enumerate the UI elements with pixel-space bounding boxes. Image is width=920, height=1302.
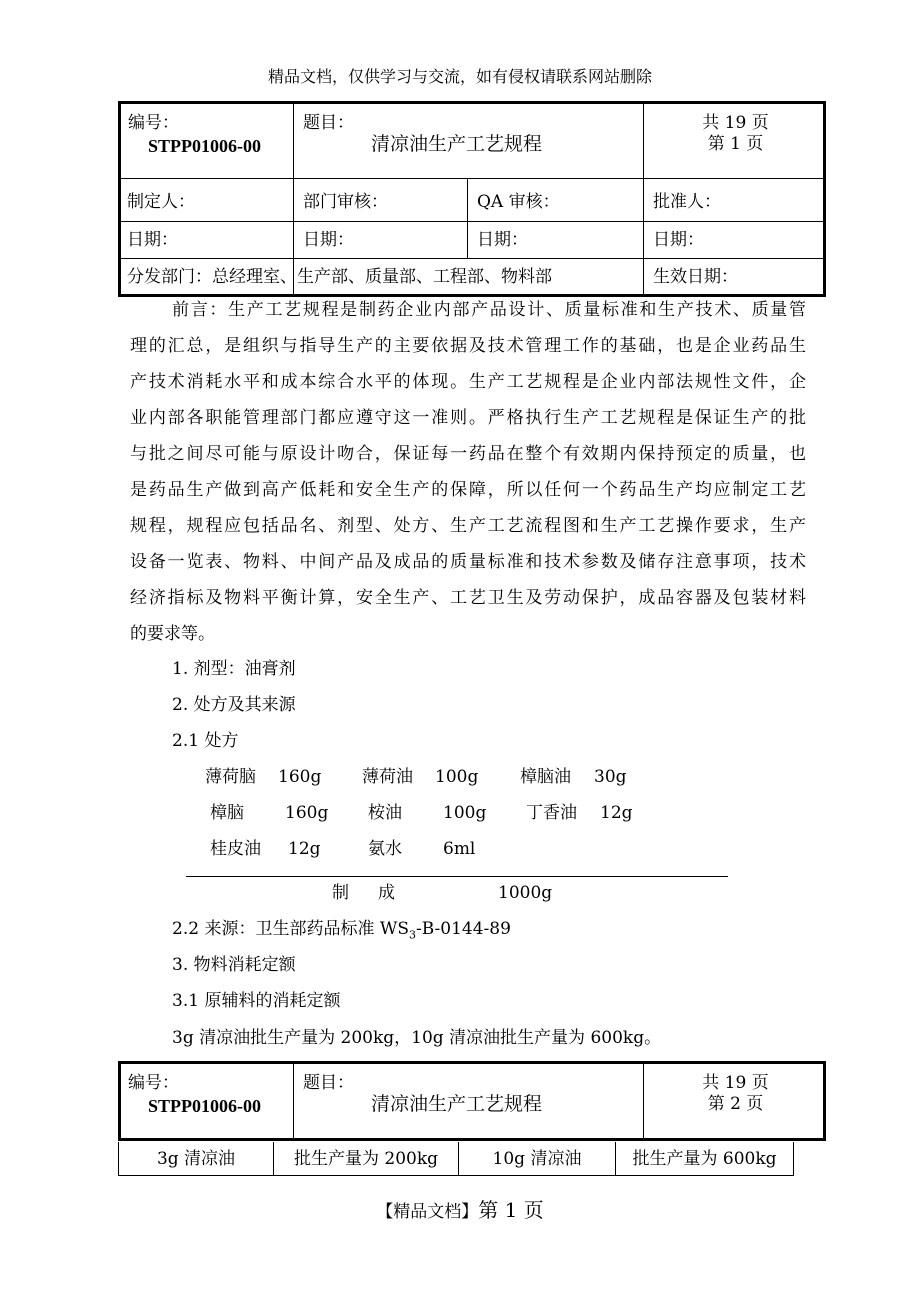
page-number: 第 1 页 bbox=[707, 134, 764, 154]
title-label: 题目： bbox=[303, 113, 354, 133]
date-label: 日期： bbox=[477, 230, 528, 250]
preface-line: 的要求等。 bbox=[130, 624, 215, 644]
formula-total-rule bbox=[186, 876, 728, 877]
ingredient-qty: 12g bbox=[600, 803, 633, 823]
source-suffix: -B-0144-89 bbox=[415, 919, 511, 939]
qa-review-label: QA 审核： bbox=[477, 192, 560, 212]
total-label-cheng: 成 bbox=[378, 883, 395, 903]
approver-label: 批准人： bbox=[653, 192, 721, 212]
batch-cell: 10g 清凉油 bbox=[459, 1142, 616, 1175]
ingredient-qty: 30g bbox=[594, 767, 627, 787]
page-footer bbox=[0, 1199, 920, 1223]
divider bbox=[643, 1061, 644, 1141]
preface-line: 是药品生产做到高产低耗和安全生产的保障，所以任何一个药品生产均应制定工艺 bbox=[130, 480, 806, 500]
ingredient-qty: 12g bbox=[288, 839, 321, 859]
ingredient-name: 桂皮油 bbox=[210, 839, 261, 859]
divider bbox=[293, 1061, 294, 1141]
section-3-1: 3.1 原辅料的消耗定额 bbox=[172, 991, 341, 1011]
code-label: 编号： bbox=[128, 1073, 179, 1093]
watermark-header: 精品文档，仅供学习与交流，如有侵权请联系网站删除 bbox=[267, 67, 652, 86]
source-subscript: 3 bbox=[408, 928, 416, 942]
date-label: 日期： bbox=[303, 230, 354, 250]
ingredient-name: 薄荷油 bbox=[362, 767, 413, 787]
ingredient-qty: 100g bbox=[435, 767, 479, 787]
total-qty: 1000g bbox=[498, 883, 553, 903]
ingredient-name: 丁香油 bbox=[526, 803, 577, 823]
date-label: 日期： bbox=[653, 230, 704, 250]
section-2-1: 2.1 处方 bbox=[172, 731, 239, 751]
preface-line: 业内部各职能管理部门都应遵守这一准则。严格执行生产工艺规程是保证生产的批 bbox=[130, 408, 806, 428]
section-2-2 bbox=[172, 918, 511, 946]
total-pages: 共 19 页 bbox=[702, 113, 769, 133]
divider bbox=[643, 101, 644, 297]
ingredient-name: 氨水 bbox=[368, 839, 402, 859]
section-1: 1. 剂型：油膏剂 bbox=[172, 659, 296, 679]
ingredient-name: 桉油 bbox=[368, 803, 402, 823]
preface-line: 规程，规程应包括品名、剂型、处方、生产工艺流程图和生产工艺操作要求，生产 bbox=[130, 516, 806, 536]
ingredient-qty: 6ml bbox=[443, 839, 476, 859]
document-title: 清凉油生产工艺规程 bbox=[371, 133, 543, 155]
divider bbox=[118, 221, 826, 222]
divider bbox=[467, 178, 468, 258]
effective-date-label: 生效日期： bbox=[653, 267, 738, 287]
page-number: 第 2 页 bbox=[707, 1094, 764, 1114]
footer-label: 【精品文档】 bbox=[376, 1202, 479, 1222]
document-code: STPP01006-00 bbox=[148, 136, 262, 156]
dept-review-label: 部门审核： bbox=[303, 192, 388, 212]
preface-line: 前言：生产工艺规程是制药企业内部产品设计、质量标准和生产技术、质量管 bbox=[172, 300, 806, 320]
distribution: 分发部门：总经理室、生产部、质量部、工程部、物料部 bbox=[127, 267, 552, 287]
drafter-label: 制定人： bbox=[127, 192, 195, 212]
ingredient-qty: 160g bbox=[285, 803, 329, 823]
ingredient-name: 樟脑 bbox=[210, 803, 244, 823]
batch-table bbox=[118, 1142, 794, 1176]
batch-size-text: 3g 清凉油批生产量为 200kg，10g 清凉油批生产量为 600kg。 bbox=[172, 1028, 662, 1048]
document-code: STPP01006-00 bbox=[148, 1096, 262, 1116]
ingredient-qty: 100g bbox=[443, 803, 487, 823]
batch-cell: 批生产量为 600kg bbox=[632, 1149, 777, 1169]
ingredient-name: 樟脑油 bbox=[520, 767, 571, 787]
document-title: 清凉油生产工艺规程 bbox=[371, 1093, 543, 1115]
section-2: 2. 处方及其来源 bbox=[172, 695, 296, 715]
preface-line: 产技术消耗水平和成本综合水平的体现。生产工艺规程是企业内部法规性文件，企 bbox=[130, 372, 806, 392]
footer-page-number: 第 1 页 bbox=[478, 1198, 544, 1222]
preface-line: 经济指标及物料平衡计算，安全生产、工艺卫生及劳动保护，成品容器及包装材料 bbox=[130, 588, 806, 608]
divider bbox=[118, 258, 826, 259]
divider bbox=[118, 178, 826, 179]
source-text: 2.2 来源：卫生部药品标准 WS bbox=[172, 919, 409, 939]
total-pages: 共 19 页 bbox=[702, 1073, 769, 1093]
ingredient-name: 薄荷脑 bbox=[205, 767, 256, 787]
batch-cell: 批生产量为 200kg bbox=[274, 1142, 459, 1175]
title-label: 题目： bbox=[303, 1073, 354, 1093]
preface-line: 设备一览表、物料、中间产品及成品的质量标准和技术参数及储存注意事项，技术 bbox=[130, 552, 806, 572]
section-3: 3. 物料消耗定额 bbox=[172, 955, 296, 975]
date-label: 日期： bbox=[127, 230, 178, 250]
total-label-zhi: 制 bbox=[332, 883, 349, 903]
batch-cell: 3g 清凉油 bbox=[119, 1142, 274, 1175]
code-label: 编号： bbox=[128, 113, 179, 133]
preface-line: 理的汇总，是组织与指导生产的主要依据及技术管理工作的基础，也是企业药品生 bbox=[130, 336, 806, 356]
ingredient-qty: 160g bbox=[278, 767, 322, 787]
preface-line: 与批之间尽可能与原设计吻合，保证每一药品在整个有效期内保持预定的质量，也 bbox=[130, 444, 806, 464]
